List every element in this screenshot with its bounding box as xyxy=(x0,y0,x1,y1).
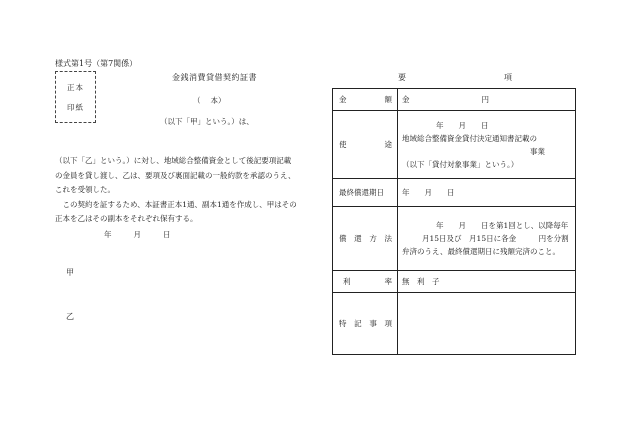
row-interest-rate xyxy=(333,271,576,293)
heading-right: 項 xyxy=(504,73,512,82)
repay-line: 弁済のうえ、最終償還期日に残額完済のこと。 xyxy=(402,247,560,256)
para2-line: この契約を証するため、本証書正本1通、副本1通を作成し、甲はその xyxy=(55,199,297,209)
stamp-label-original: 正本 xyxy=(67,82,84,92)
document-title: 金銭消費貸借契約証書 xyxy=(172,73,257,82)
label-char: 利 xyxy=(343,277,351,286)
para1-line: の金員を貸し渡し、乙は、要項及び裏面記載の一般約款を承認のうえ、 xyxy=(55,170,296,180)
label-char: 使 xyxy=(339,140,347,149)
row-amount xyxy=(333,89,576,111)
label-char: 記 xyxy=(354,319,362,328)
label-char: 償 xyxy=(339,234,347,243)
lender-reference: （以下「甲」という。）は、 xyxy=(160,117,254,126)
copy-mark-text: 本） xyxy=(210,96,226,105)
form-number: 様式第1号（第7関係） xyxy=(55,59,138,68)
row-use xyxy=(333,111,576,179)
party-borrower: 乙 xyxy=(66,312,74,321)
contract-body xyxy=(55,154,317,227)
use-line: 事業 xyxy=(530,146,545,156)
label-final-repayment-date xyxy=(333,179,398,207)
amount-suffix: 円 xyxy=(481,95,489,104)
row-repayment-method xyxy=(333,207,576,271)
label-char: 特 xyxy=(339,319,347,328)
label-char: 項 xyxy=(384,319,392,328)
label-interest-rate xyxy=(333,271,398,293)
label-repayment-method xyxy=(333,207,398,271)
use-line: 地域総合整備資金貸付決定通知書記載の xyxy=(402,133,537,143)
label-char: 金 xyxy=(339,95,347,104)
value-final-repayment-date: 年 月 日 xyxy=(398,179,576,207)
value-special-notes xyxy=(398,293,576,355)
label-char: 還 xyxy=(354,234,362,243)
label-use xyxy=(333,111,398,179)
label-char: 率 xyxy=(384,277,392,286)
row-special-notes xyxy=(333,293,576,355)
date-day: 日 xyxy=(163,230,171,239)
repay-line: 月15日及び 月15日に各金 円を分割 xyxy=(422,234,569,243)
heading-left: 要 xyxy=(398,73,406,82)
revenue-stamp-box xyxy=(55,71,96,123)
label-char: 途 xyxy=(384,140,392,149)
requirements-heading xyxy=(398,72,512,83)
value-repayment-method xyxy=(398,207,576,271)
use-date: 年 月 日 xyxy=(436,120,489,130)
stamp-label-stamp: 印紙 xyxy=(67,102,84,112)
value-interest-rate: 無 利 子 xyxy=(398,271,576,293)
date-year: 年 xyxy=(104,230,112,239)
value-amount xyxy=(398,89,576,111)
use-line: （以下「貸付対象事業」という。） xyxy=(402,159,519,169)
label-text: 最終償還期日 xyxy=(339,188,384,197)
label-amount xyxy=(333,89,398,111)
label-char: 額 xyxy=(384,95,392,104)
label-char: 法 xyxy=(384,234,392,243)
requirements-table xyxy=(332,88,576,355)
value-use xyxy=(398,111,576,179)
label-char: 事 xyxy=(369,319,377,328)
date-month: 月 xyxy=(133,230,141,239)
repay-line: 年 月 日を第1回とし、以降毎年 xyxy=(436,221,569,230)
contract-date xyxy=(104,229,171,240)
para2-line: 正本を乙はその副本をそれぞれ保有する。 xyxy=(55,214,198,223)
para1-line: （以下「乙」という。）に対し、地域総合整備資金として後記要項記載 xyxy=(55,156,292,165)
row-final-repayment-date xyxy=(333,179,576,207)
para1-line: これを受領した。 xyxy=(55,185,115,194)
party-lender: 甲 xyxy=(66,268,74,277)
copy-paren-open: （ xyxy=(193,96,201,105)
amount-prefix: 金 xyxy=(402,95,410,104)
copy-mark xyxy=(193,95,226,106)
label-char: 方 xyxy=(369,234,377,243)
label-special-notes xyxy=(333,293,398,355)
